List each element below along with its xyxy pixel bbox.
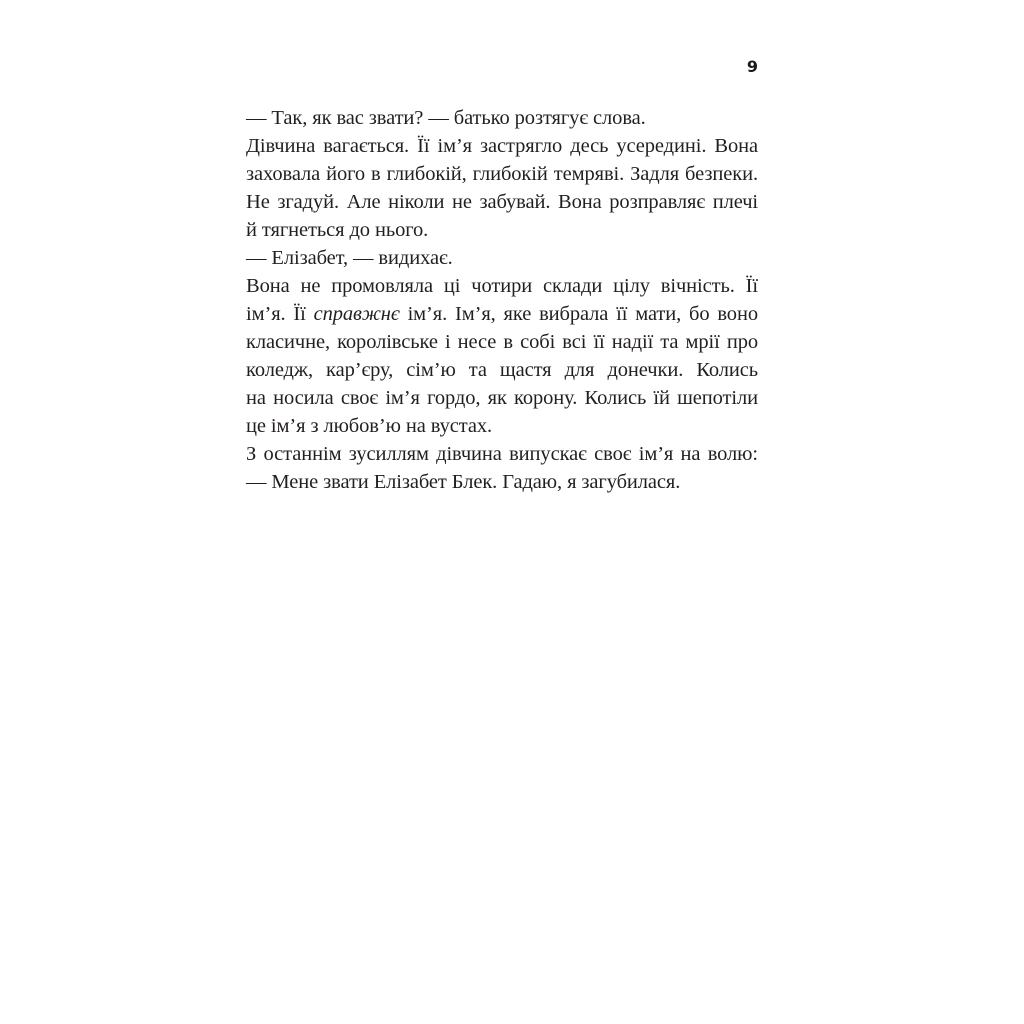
emphasized-word: справжнє	[313, 303, 400, 325]
body-text	[246, 104, 758, 496]
text-line-13: З останнім зусиллям дівчина випускає своє ім’я на волю:	[246, 443, 758, 465]
text-line-9: класичне, королівське і несе в собі всі її надії та мрії про	[246, 331, 758, 353]
page-number: 9	[746, 57, 758, 76]
text-line-5: й тягнеться до нього.	[246, 219, 429, 241]
text-line-4: Не згадуй. Але ніколи не забувай. Вона розправляє плечі	[246, 191, 758, 213]
text-line-10: коледж, кар’єру, сім’ю та щастя для донечки. Колись	[246, 359, 758, 381]
text-line-14: — Мене звати Елізабет Блек. Гадаю, я загубилася.	[246, 471, 681, 493]
text-line-7: Вона не промовляла ці чотири склади цілу вічність. Її	[246, 275, 758, 297]
text-line-2: Дівчина вагається. Її ім’я застрягло десь усередині. Вона	[246, 135, 758, 157]
text-line-8	[246, 300, 758, 328]
text-line-8-end: ім’я. Ім’я, яке вибрала її мати, бо воно	[407, 303, 758, 325]
text-line-8-start: ім’я. Її	[246, 303, 306, 325]
text-line-3: заховала його в глибокій, глибокій темряві. Задля безпеки.	[246, 163, 758, 185]
text-line-6: — Елізабет, — видихає.	[246, 247, 453, 269]
text-line-1: — Так, як вас звати? — батько розтягує слова.	[246, 107, 646, 129]
text-line-12: це ім’я з любов’ю на вустах.	[246, 415, 493, 437]
text-line-11: на носила своє ім’я гордо, як корону. Колись їй шепотіли	[246, 387, 758, 409]
